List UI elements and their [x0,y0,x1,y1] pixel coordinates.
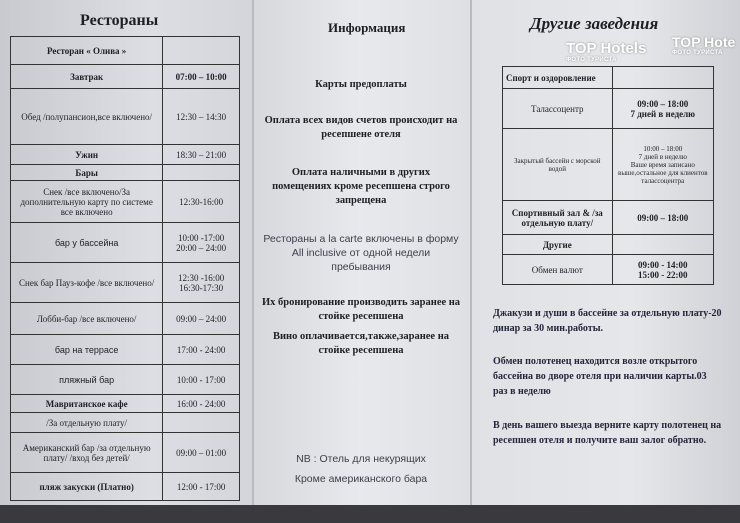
info-except-bar: Кроме американского бара [294,473,428,485]
restaurants-table: Ресторан « Олива » Завтрак 07:00 – 10:00 Обед /полупансион,все включено/ 12:30 – 14:30 Ужин 18:30 – 21:00 Бары Снек /все включено/За дополнительную карту по системе все включено 12:30-16:00 бар у бассейна 10:00 -17:00 20:00 – 24:00 Снек бар Пауз-кофе /все включено/ 12:30 -16:00 16:30-17:30 Лобби-бар /все включено/ 09:00 – 24:00 бар на террасе 17:00 - 24:00 пляжный бар 10:00 - 17:00 Мавританское кафе 16:00 - 24:00 /За отдельную плату/ Американский бар /за отдельную плату/ /вход без детей/ 09:00 – 01:00 пляж закуски (Платно) 12:00 - 17:00 [10,36,240,501]
table-row: Ужин [11,145,163,165]
table-row: /За отдельную плату/ [11,413,163,433]
tophotels-watermark: TOP Hote ФОТО ТУРИСТА [672,34,736,56]
fold-line [470,0,472,523]
table-row: пляжный бар [11,365,163,395]
other-venues-title: Другие заведения [530,14,659,33]
table-row: Американский бар /за отдельную плату/ /вход без детей/ [11,433,163,473]
table-row: Бары [11,165,163,181]
table-row: бар у бассейна [11,223,163,263]
restaurants-title: Рестораны [80,12,159,29]
table-row: Лобби-бар /все включено/ [11,303,163,335]
table-edge [0,505,740,523]
table-row: бар на террасе [11,335,163,365]
info-wine: Вино оплачивается,также,заранее на стойке ресепшена [272,331,449,356]
info-booking: Их бронирование производить заранее на стойке ресепшена [261,297,461,322]
table-row: Спорт и оздоровление [503,67,613,89]
table-row: Обед /полупансион,все включено/ [11,89,163,145]
other-venues-table: Спорт и оздоровление Талассоцентр 09:00 – 18:00 7 дней в неделю Закрытый бассейн с морской водой 10:00 – 18:00 7 дней в неделю Ваше время записано выше,остальное для клиентов талассоцентра Спортивный зал & /за отдельную плату/ 09:00 – 18:00 Другие Обмен валют 09:00 - 14:00 15:00 - 22:00 [502,66,714,285]
table-row: пляж закуски (Платно) [11,473,163,501]
table-row: Снек /все включено/За дополнительную карту по системе все включено [11,181,163,223]
table-row: Завтрак [11,65,163,89]
info-a-la-carte: Рестораны a la carte включены в форму All inclusive от одной недели пребывания [263,233,459,273]
table-row: Спортивный зал & /за отдельную плату/ [503,201,613,235]
note-towels: Обмен полотенец находится возле открытого бассейна во дворе отеля при наличии карты.03 раз в неделю [493,356,707,397]
info-cash: Оплата наличными в других помещениях кроме ресепшена строго запрещена [272,167,450,206]
note-checkout: В день вашего выезда верните карту полотенец на ресепшен отеля и получите ваш залог обратно. [493,420,722,446]
tophotels-watermark: TOP Hotels ФОТО ТУРИСТА [566,40,647,63]
info-payment: Оплата всех видов счетов происходит на ресепшене отеля [264,115,458,140]
table-row: Мавританское кафе [11,395,163,413]
info-title: Информация [328,20,406,35]
table-row: Ресторан « Олива » [11,37,163,65]
table-row: Закрытый бассейн с морской водой [503,129,613,201]
table-row: Обмен валют [503,255,613,285]
table-row: Талассоцентр [503,89,613,129]
table-row: Другие [503,235,613,255]
info-prepaid-cards: Карты предоплаты [315,79,407,90]
info-non-smoking: NB : Отель для некурящих [296,453,426,465]
table-row: Снек бар Пауз-кофе /все включено/ [11,263,163,303]
note-jacuzzi: Джакузи и души в бассейне за отдельную плату-20 динар за 30 мин.работы. [493,308,722,334]
